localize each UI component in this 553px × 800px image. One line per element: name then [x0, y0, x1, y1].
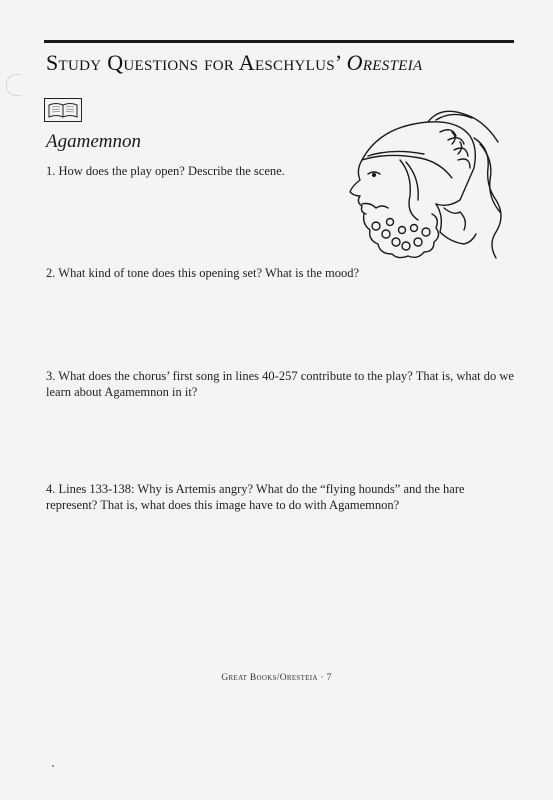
- page-footer: Great Books/Oresteia · 7: [221, 673, 332, 683]
- top-rule: [44, 40, 514, 43]
- title-main: Study Questions for Aeschylus’: [46, 50, 347, 75]
- question-4: 4. Lines 133-138: Why is Artemis angry? What do the “flying hounds” and the hare represent? That is, what does this image have to do with Agamemnon?: [46, 482, 465, 512]
- binder-hole: [6, 74, 21, 96]
- question-3: 3. What does the chorus’ first song in lines 40-257 contribute to the play? That is, what do we learn about Agamemnon in it?: [46, 369, 514, 399]
- open-book-icon: [44, 98, 82, 122]
- paper-speck: [52, 765, 54, 767]
- page-title: [46, 50, 516, 76]
- title-emphasis: Oresteia: [346, 50, 423, 75]
- question-1: 1. How does the play open? Describe the scene.: [46, 164, 285, 178]
- question-2: 2. What kind of tone does this opening set? What is the mood?: [46, 266, 360, 280]
- agamemnon-helmet-illustration: [340, 108, 510, 266]
- section-heading: Agamemnon: [46, 131, 141, 152]
